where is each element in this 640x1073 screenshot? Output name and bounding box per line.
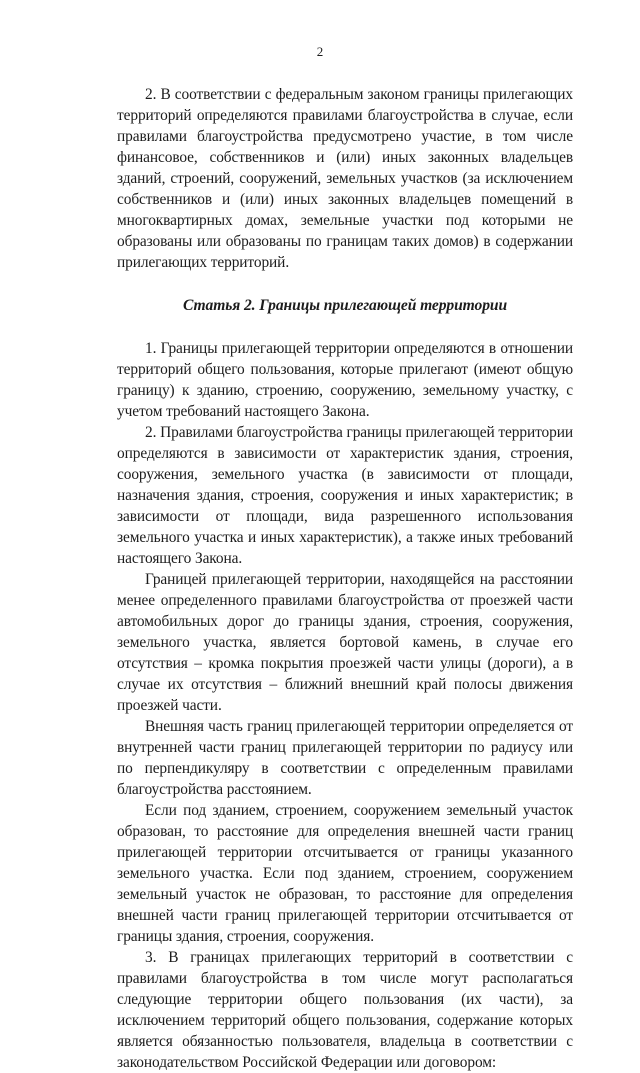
paragraph-intro: 2. В соответствии с федеральным законом границы прилегающих территорий определяются правилами благоустройства в случае, если правилами благоустройства предусмотрено участие, в том числе финансовое, собственников и (или) иных законных владельцев зданий, строений, сооружений, земельных участков (за исключением собственников и (или) иных законных владельцев помещений в многоквартирных домах, земельные участки под которыми не образованы или образованы по границам таких домов) в содержании прилегающих территорий.	[117, 86, 573, 271]
article-paragraph: 3. В границах прилегающих территорий в соответствии с правилами благоустройства в том числе могут располагаться следующие территории общего пользования (их части), за исключением территорий общего пользования, содержание которых является обязанностью пользователя, владельца в соответствии с законодательством Российской Федерации или договором:	[117, 949, 573, 1071]
article-heading: Статья 2. Границы прилегающей территории	[182, 297, 508, 314]
article-paragraph: Границей прилегающей территории, находящейся на расстоянии менее определенного правилами благоустройства от проезжей части автомобильных дорог до границы здания, строения, сооружения, земельного участка, является бортовой камень, в случае его отсутствия – кромка покрытия проезжей части улицы (дороги), а в случае их отсутствия – ближний внешний край полосы движения проезжей части.	[117, 571, 573, 714]
article-paragraph: 2. Правилами благоустройства границы прилегающей территории определяются в зависимости от характеристик здания, строения, сооружения, земельного участка (в зависимости от площади, назначения здания, строения, сооружения и иных характеристик; в зависимости от площади, вида разрешенного использования земельного участка и иных характеристик), а также иных требований настоящего Закона.	[117, 424, 573, 567]
article-paragraph: 1. Границы прилегающей территории определяются в отношении территорий общего пользования, которые прилегают (имеют общую границу) к зданию, строению, сооружению, земельному участку, с учетом требований настоящего Закона.	[117, 340, 573, 420]
page-number: 2	[316, 44, 324, 59]
article-paragraph: Если под зданием, строением, сооружением земельный участок образован, то расстояние для определения внешней части границ прилегающей территории отсчитывается от границы указанного земельного участка. Если под зданием, строением, сооружением земельный участок не образован, то расстояние для определения внешней части границ прилегающей территории отсчитывается от границы здания, строения, сооружения.	[117, 802, 573, 945]
article-paragraph: Внешняя часть границ прилегающей территории определяется от внутренней части границ прилегающей территории по радиусу или по перпендикуляру в соответствии с определенным правилами благоустройства расстоянием.	[117, 718, 573, 798]
document-body	[117, 84, 573, 1073]
